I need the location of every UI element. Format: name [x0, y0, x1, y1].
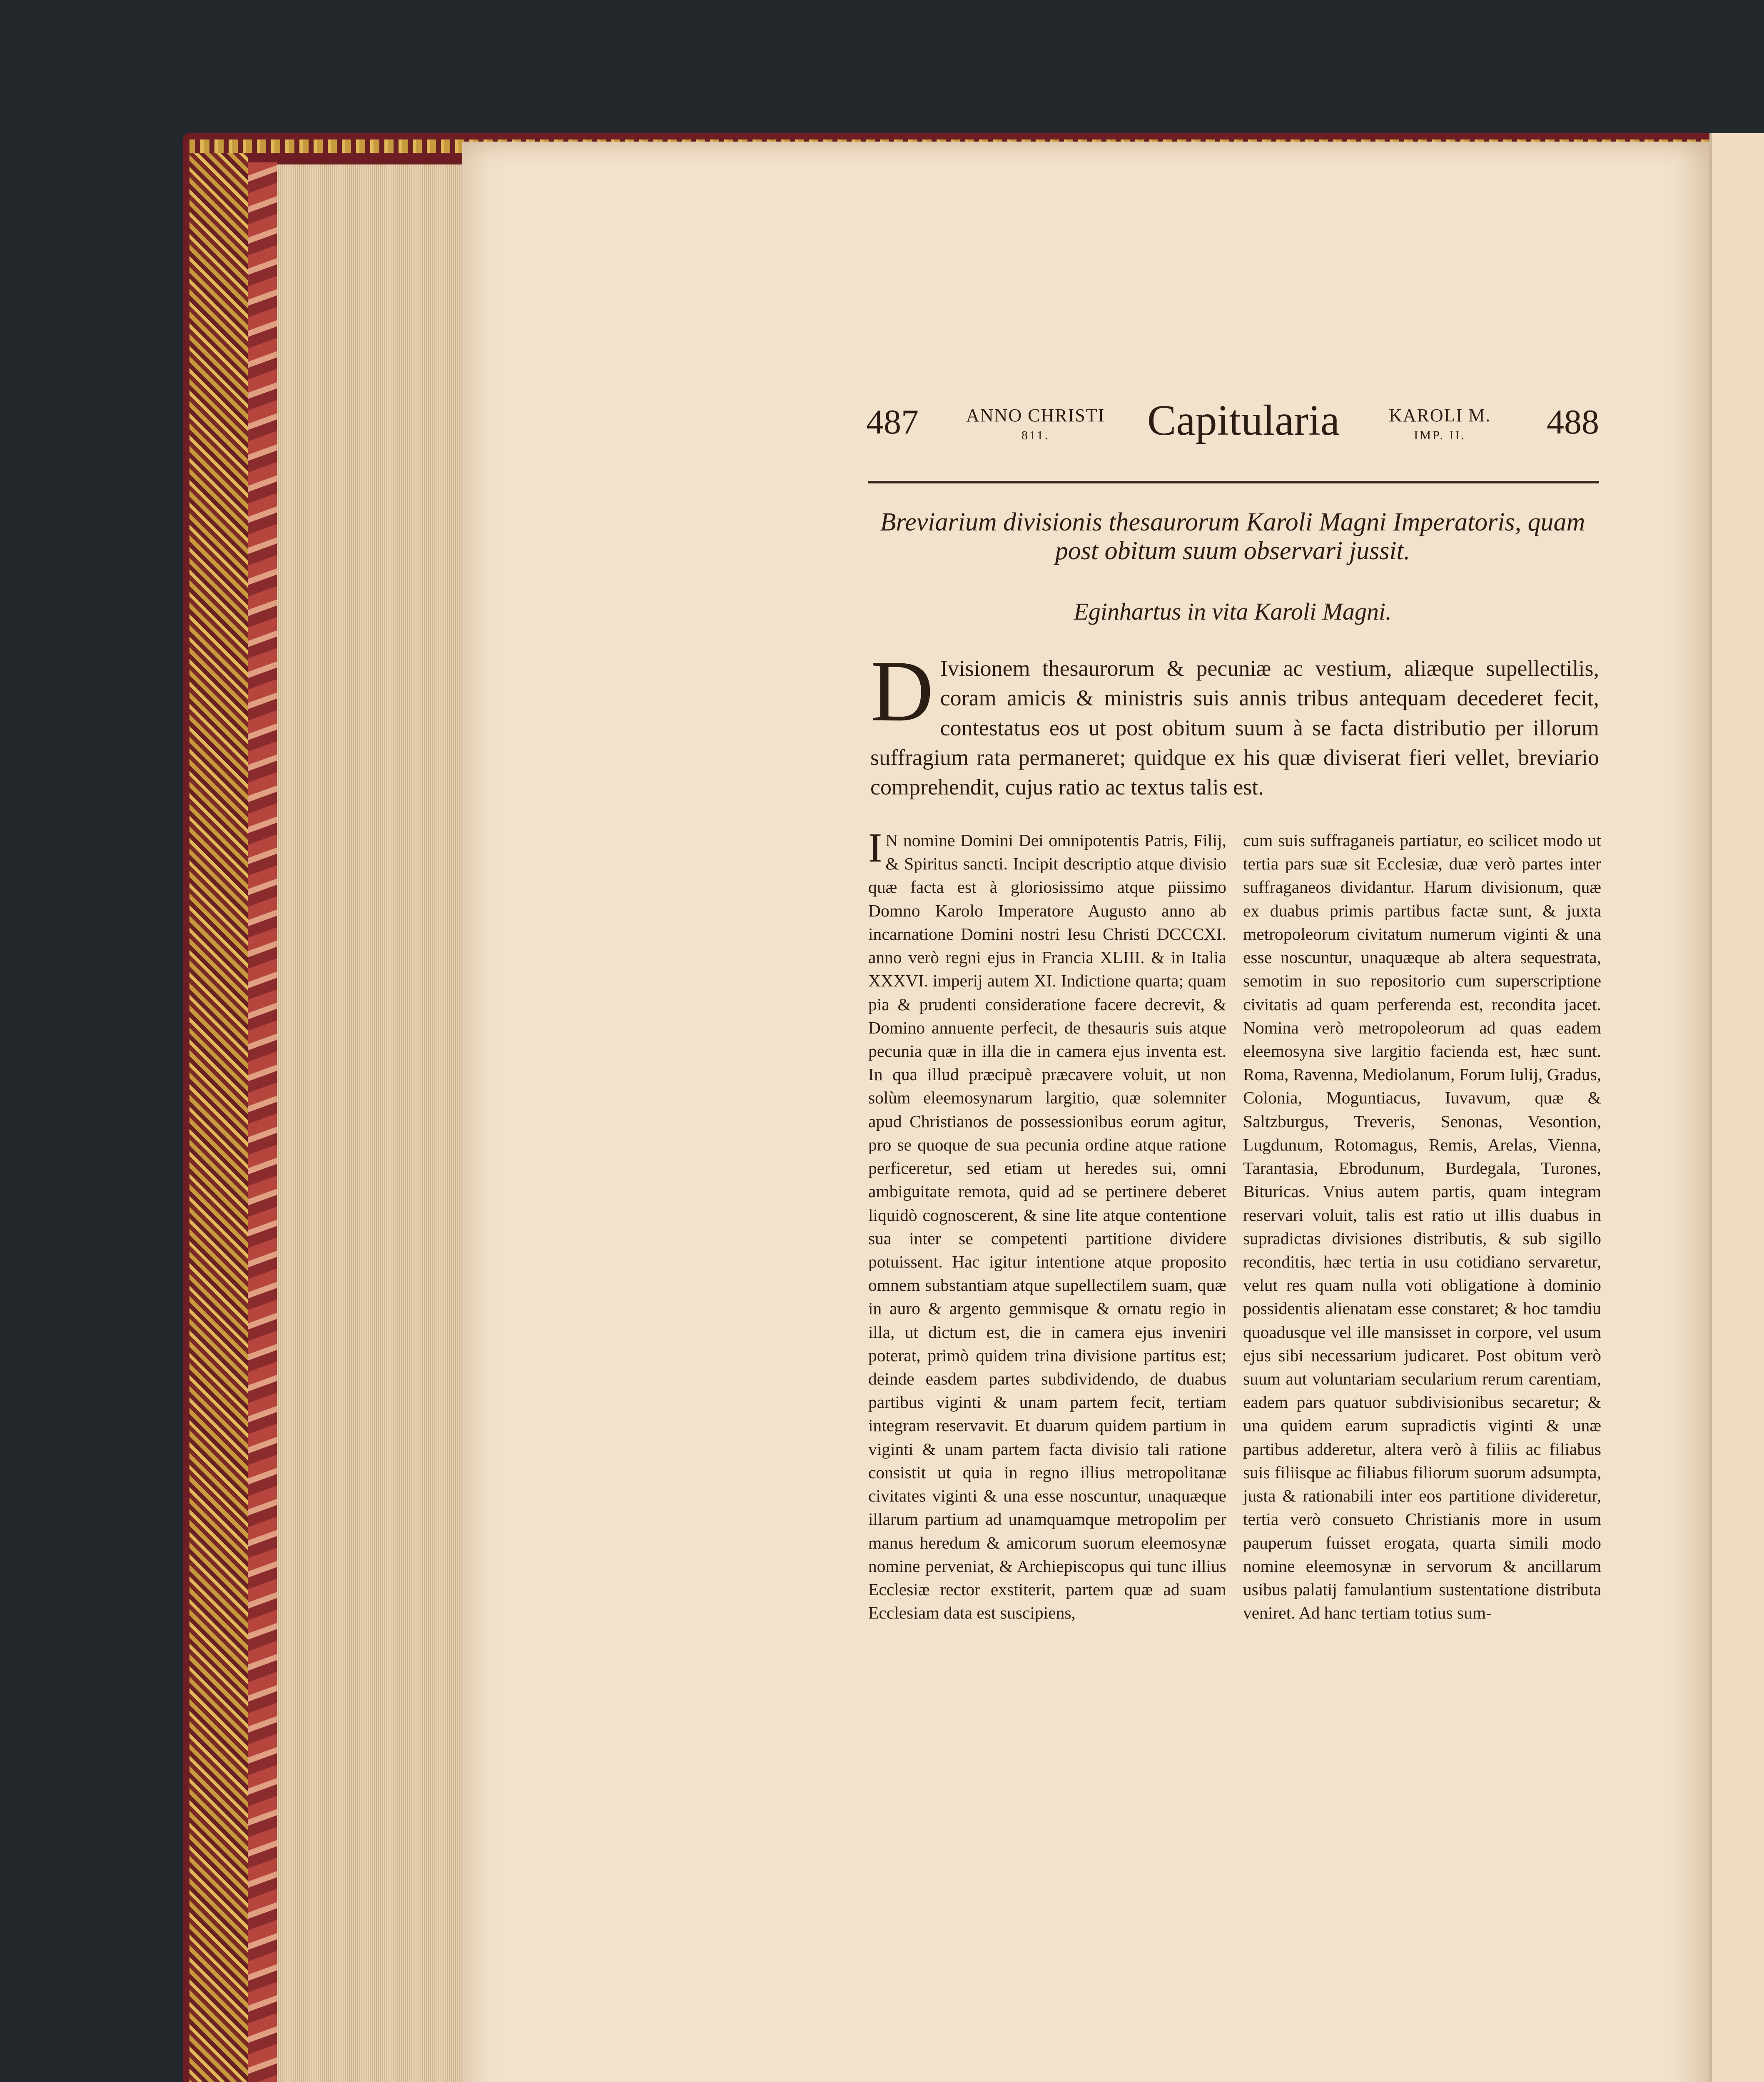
header-left-text: ANNO CHRISTI: [966, 405, 1105, 426]
header-rule: [868, 481, 1599, 483]
running-title: Capitularia: [1147, 396, 1340, 444]
source-line: Eginhartus in vita Karoli Magni.: [1074, 598, 1392, 625]
left-column-text: N nomine Domini Dei omnipotentis Patris, Filij, & Spiritus sancti. Incipit descriptio atque divisio quæ facta est à gloriosissimo atque piissimo Domno Karolo Imperatore Augusto anno ab incarnatione Domini nostri Iesu Christi DCCCXI. anno verò regni ejus in Francia XLIII. & in Italia XXXVI. imperij autem XI. Indictione quarta; quam pia & prudenti consideratione facere decrevit, & Domino annuente perfecit, de thesauris suis atque pecunia quæ in illa die in camera ejus inventa est. In qua illud præcipuè præcavere voluit, ut non solùm eleemosynarum largitio, quæ solemniter apud Christianos de possessionibus eorum agitur, pro se quoque de sua pecunia ordine atque ratione perficeretur, sed etiam ut heredes sui, omni ambiguitate remota, quid ad se pertinere deberet liquidò cognoscerent, & sine lite atque contentione sua inter se competenti partitione dividere potuissent. Hac igitur intentione atque proposito omnem substantiam atque supellectilem suam, quæ in auro & argento gemmisque & ornatu regio in illa, ut dictum est, die in camera ejus inveniri poterat, primò quidem trina divisione partitus est; deinde easdem partes subdividendo, de duabus partibus viginti & unam partem fecit, tertiam integram reservavit. Et duarum quidem partium in viginti & unam partem facta divisio tali ratione consistit ut quia in regno illius metropolitanæ civitates viginti & una esse noscuntur, unaquæque illarum partium ad unamquamque metropolim per manus heredum & amicorum suorum eleemosynæ nomine perveniat, & Archiepiscopus qui tunc illius Ecclesiæ rector exstiterit, partem quæ ad suam Ecclesiam data est suscipiens,: [868, 831, 1226, 1623]
left-page-number: 487: [866, 403, 919, 441]
section-title: Breviarium divisionis thesaurorum Karoli Magni Imperatoris, quam post obitum suum observari jussit.: [880, 508, 1585, 565]
header-right-text: KAROLI M.: [1389, 405, 1491, 426]
intro-text: Ivisionem thesaurorum & pecuniæ ac vestium, aliæque supellectilis, coram amicis & ministris suis annis tribus antequam decederet fecit, contestatus eos ut post obitum suum à se facta distributio per illorum suffragium rata permaneret; quidque ex his quæ diviserat fieri vellet, breviario comprehendit, cujus ratio ac textus talis est.: [870, 656, 1599, 800]
right-column-text: cum suis suffraganeis partiatur, eo scilicet modo ut tertia pars suæ sit Ecclesiæ, duæ verò partes inter suffraganeos dividantur. Harum divisionum, quæ ex duabus primis partibus factæ sunt, & juxta metropoleorum civitatum numerum viginti & una esse noscuntur, unaquæque ab altera sequestrata, semotim in suo repositorio cum superscriptione civitatis ad quam perferenda est, recondita jacet. Nomina verò metropoleorum ad quas eadem eleemosyna sive largitio facienda est, hæc sunt. Roma, Ravenna, Mediolanum, Forum Iulij, Gradus, Colonia, Moguntiacus, Iuvavum, quæ & Saltzburgus, Treveris, Senonas, Vesontion, Lugdunum, Rotomagus, Remis, Arelas, Vienna, Tarantasia, Ebrodunum, Burdegala, Turones, Bituricas. Vnius autem partis, quam integram reservari voluit, talis est ratio ut illis duabus in supradictas divisiones distributis, & sub sigillo reconditis, hæc tertia in usu cotidiano servaretur, velut res quam nulla voti obligatione à dominio possidentis alienatam esse constaret; & hoc tamdiu quoadusque vel ille mansisset in corpore, vel usum ejus sibi necessarium judicaret. Post obitum verò suum aut voluntariam secularium rerum carentiam, eadem pars quatuor subdivisionibus secaretur; & una quidem earum supradictis viginti & unæ partibus adderetur, altera verò à filiis ac filiabus suis filiisque ac filiabus filiorum suorum adsumpta, justa & rationabili inter eos partitione divideretur, tertia verò consueto Christianis more in usum pauperum fuisset erogata, quarta simili modo nomine eleemosynæ in servorum & ancillarum usibus palatij famulantium sustentatione distributa veniret. Ad hanc tertiam totius sum-: [1243, 831, 1601, 1623]
right-page-number: 488: [1547, 403, 1599, 441]
header-right-sub: IMP. II.: [1414, 428, 1466, 442]
drop-cap: D: [870, 643, 934, 740]
header-left: [966, 405, 1105, 443]
page-header: [866, 396, 1599, 446]
page-edges: [277, 164, 468, 2082]
intro-paragraph: [870, 643, 1599, 802]
gilt-border-left: [189, 139, 248, 2082]
facing-page-edge: [1709, 133, 1764, 2082]
right-column: [1243, 829, 1601, 1624]
marbled-endpaper: [248, 162, 277, 2082]
header-left-sub: 811.: [1021, 428, 1050, 442]
header-right: [1389, 405, 1491, 443]
left-column: [868, 824, 1226, 1624]
column-initial: I: [868, 824, 882, 871]
